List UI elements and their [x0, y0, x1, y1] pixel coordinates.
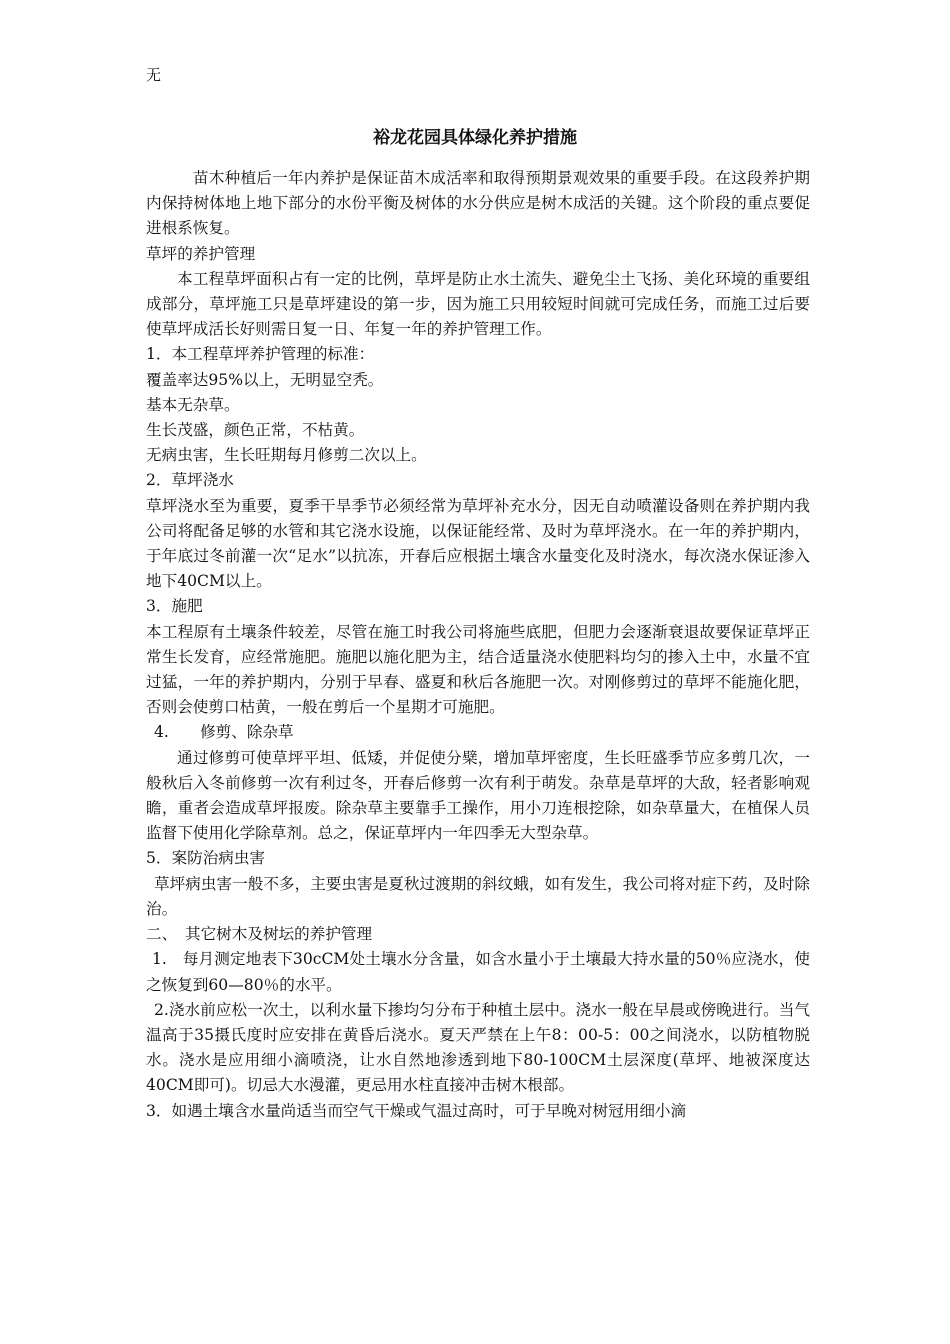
- pest-heading: 5．案防治病虫害: [146, 849, 266, 868]
- watering-heading: 2．草坪浇水: [146, 471, 234, 490]
- lawn-standard-item: 生长茂盛，颜色正常，不枯黄。: [146, 421, 365, 440]
- pruning-heading: 4. 修剪、除杂草: [154, 723, 294, 742]
- fertilizing-heading: 3．施肥: [146, 597, 203, 616]
- pest-paragraph: 草坪病虫害一般不多，主要虫害是夏秋过渡期的斜纹蛾，如有发生，我公司将对症下药，及时除治。: [146, 874, 810, 918]
- lawn-standard-item: 基本无杂草。: [146, 395, 240, 414]
- fertilizing-paragraph: 本工程原有土壤条件较差，尽管在施工时我公司将施些底肥，但肥力会逐渐衰退故要保证草坪正常生长发育，应经常施肥。施肥以施化肥为主，结合适量浇水使肥料均匀的掺入土中，水量不宜过猛，一年的养护期内，分别于早春、盛夏和秋后各施肥一次。对刚修剪过的草坪不能施化肥，否则会使剪口枯黄，一般在剪后一个星期才可施肥。: [146, 622, 810, 717]
- trees-item-1: 1. 每月测定地表下30cCM处土壤水分含量，如含水量小于土壤最大持水量的50％应浇水，使之恢复到60—80％的水平。: [146, 950, 810, 994]
- lawn-standard-heading: 1．本工程草坪养护管理的标准：: [146, 345, 375, 364]
- pruning-paragraph: 通过修剪可使草坪平坦、低矮，并促使分檗，增加草坪密度，生长旺盛季节应多剪几次，一般秋后入冬前修剪一次有利过冬，开春后修剪一次有利于萌发。杂草是草坪的大敌，轻者影响观瞻，重者会造成草坪报废。除杂草主要靠手工操作，用小刀连根挖除，如杂草量大，在植保人员监督下使用化学除草剂。总之，保证草坪内一年四季无大型杂草。: [146, 748, 810, 843]
- header-mark: 无: [146, 66, 162, 84]
- document-body: [146, 166, 810, 1124]
- lawn-intro-paragraph: 本工程草坪面积占有一定的比例，草坪是防止水土流失、避免尘土飞扬、美化环境的重要组成部分，草坪施工只是草坪建设的第一步，因为施工只用较短时间就可完成任务，而施工过后要使草坪成活长好则需日复一日、年复一年的养护管理工作。: [146, 269, 810, 339]
- section-heading-trees: 二、 其它树木及树坛的养护管理: [146, 925, 373, 944]
- lawn-standard-item: 覆盖率达95%以上，无明显空秃。: [146, 370, 384, 389]
- intro-paragraph: 苗木种植后一年内养护是保证苗木成活率和取得预期景观效果的重要手段。在这段养护期内保持树体地上地下部分的水份平衡及树体的水分供应是树木成活的关键。这个阶段的重点要促进根系恢复。: [146, 169, 810, 238]
- section-heading-lawn: 草坪的养护管理: [146, 244, 256, 263]
- lawn-standard-item: 无病虫害，生长旺期每月修剪二次以上。: [146, 446, 427, 465]
- trees-item-3: 3．如遇土壤含水量尚适当而空气干燥或气温过高时，可于早晚对树冠用细小滴: [146, 1101, 687, 1120]
- page-title: 裕龙花园具体绿化养护措施: [373, 128, 577, 148]
- trees-item-2: 2.浇水前应松一次土，以利水量下掺均匀分布于种植土层中。浇水一般在早晨或傍晚进行。当气温高于35摄氏度时应安排在黄昏后浇水。夏天严禁在上午8：00-5：00之间浇水，以防植物脱水。浇水是应用细小滴喷浇，让水自然地渗透到地下80-100CM土层深度(草坪、地被深度达40CM即可)。切忌大水漫灌，更忌用水柱直接冲击树木根部。: [146, 1000, 810, 1095]
- watering-paragraph: 草坪浇水至为重要，夏季干旱季节必须经常为草坪补充水分，因无自动喷灌设备则在养护期内我公司将配备足够的水管和其它浇水设施，以保证能经常、及时为草坪浇水。在一年的养护期内，于年底过冬前灌一次“足水”以抗冻，开春后应根据土壤含水量变化及时浇水，每次浇水保证渗入地下40CM以上。: [146, 496, 810, 591]
